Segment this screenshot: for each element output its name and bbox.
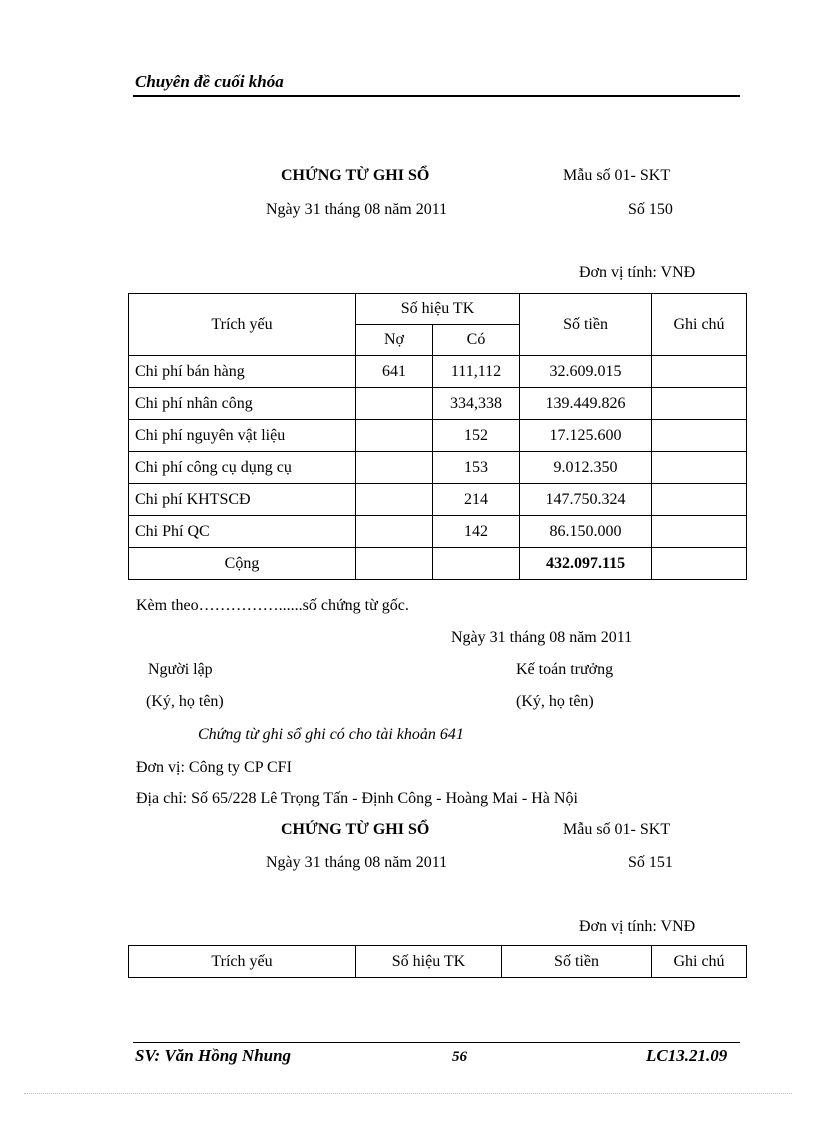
table-header-row xyxy=(129,946,747,978)
sign-date: Ngày 31 tháng 08 năm 2011 xyxy=(451,629,633,646)
col-credit-header: Có xyxy=(433,325,520,356)
total-note-empty xyxy=(652,548,747,580)
voucher2-number: Số 151 xyxy=(628,854,673,871)
footer-student: SV: Văn Hồng Nhung xyxy=(135,1046,292,1065)
table-row xyxy=(129,516,747,548)
page-bottom-divider xyxy=(24,1093,792,1094)
row-amount: 17.125.600 xyxy=(520,420,652,452)
row-summary: Chi phí KHTSCĐ xyxy=(129,484,356,516)
preparer-label: Người lập xyxy=(148,661,213,678)
voucher1-form-no: Mẫu số 01- SKT xyxy=(563,167,671,184)
footer-rule xyxy=(133,1042,740,1043)
row-summary: Chi phí công cụ dụng cụ xyxy=(129,452,356,484)
col-summary-header: Trích yếu xyxy=(129,946,356,978)
row-credit: 142 xyxy=(433,516,520,548)
row-note xyxy=(652,516,747,548)
table-row xyxy=(129,420,747,452)
col-summary-header: Trích yếu xyxy=(129,294,356,356)
row-debit xyxy=(356,420,433,452)
voucher1-title: CHỨNG TỪ GHI SỔ xyxy=(281,167,430,184)
table-header-row xyxy=(129,294,747,325)
total-label: Cộng xyxy=(129,548,356,580)
row-amount: 32.609.015 xyxy=(520,356,652,388)
row-note xyxy=(652,452,747,484)
chief-sign-hint: (Ký, họ tên) xyxy=(516,693,594,710)
company-unit: Đơn vị: Công ty CP CFI xyxy=(136,759,292,776)
page-number: 56 xyxy=(452,1049,467,1065)
row-note xyxy=(652,388,747,420)
col-account-header: Số hiệu TK xyxy=(356,946,502,978)
col-note-header: Ghi chú xyxy=(652,946,747,978)
row-credit: 214 xyxy=(433,484,520,516)
voucher1-date: Ngày 31 tháng 08 năm 2011 xyxy=(266,201,448,218)
row-note xyxy=(652,420,747,452)
total-debit-empty xyxy=(356,548,433,580)
voucher2-table xyxy=(128,945,747,978)
voucher1-number: Số 150 xyxy=(628,201,673,218)
row-debit: 641 xyxy=(356,356,433,388)
row-summary: Chi phí nguyên vật liệu xyxy=(129,420,356,452)
preparer-sign-hint: (Ký, họ tên) xyxy=(146,693,224,710)
table-row xyxy=(129,484,747,516)
total-amount: 432.097.115 xyxy=(520,548,652,580)
row-note xyxy=(652,356,747,388)
running-header-title: Chuyên đề cuối khóa xyxy=(135,72,284,91)
chief-accountant-label: Kế toán trưởng xyxy=(516,661,614,678)
row-debit xyxy=(356,452,433,484)
table-row xyxy=(129,356,747,388)
total-credit-empty xyxy=(433,548,520,580)
row-summary: Chi phí bán hàng xyxy=(129,356,356,388)
col-amount-header: Số tiền xyxy=(520,294,652,356)
row-credit: 153 xyxy=(433,452,520,484)
row-credit: 334,338 xyxy=(433,388,520,420)
table-total-row xyxy=(129,548,747,580)
row-credit: 111,112 xyxy=(433,356,520,388)
voucher-caption: Chứng từ ghi sổ ghi có cho tài khoản 641 xyxy=(198,726,464,743)
col-note-header: Ghi chú xyxy=(652,294,747,356)
table-row xyxy=(129,452,747,484)
row-debit xyxy=(356,516,433,548)
attachment-line: Kèm theo……………......số chứng từ gốc. xyxy=(136,597,409,614)
col-debit-header: Nợ xyxy=(356,325,433,356)
col-amount-header: Số tiền xyxy=(502,946,652,978)
row-amount: 86.150.000 xyxy=(520,516,652,548)
row-summary: Chi Phí QC xyxy=(129,516,356,548)
voucher1-unit: Đơn vị tính: VNĐ xyxy=(579,264,696,281)
header-rule xyxy=(133,95,740,97)
voucher2-title: CHỨNG TỪ GHI SỔ xyxy=(281,821,430,838)
col-account-header: Số hiệu TK xyxy=(356,294,520,325)
voucher2-unit: Đơn vị tính: VNĐ xyxy=(579,918,696,935)
row-credit: 152 xyxy=(433,420,520,452)
row-debit xyxy=(356,484,433,516)
company-address: Địa chỉ: Số 65/228 Lê Trọng Tấn - Định Công - Hoàng Mai - Hà Nội xyxy=(136,790,578,807)
table-row xyxy=(129,388,747,420)
voucher2-form-no: Mẫu số 01- SKT xyxy=(563,821,671,838)
voucher2-date: Ngày 31 tháng 08 năm 2011 xyxy=(266,854,448,871)
voucher1-table xyxy=(128,293,747,580)
footer-class-code: LC13.21.09 xyxy=(646,1046,728,1065)
row-note xyxy=(652,484,747,516)
row-debit xyxy=(356,388,433,420)
row-amount: 9.012.350 xyxy=(520,452,652,484)
row-amount: 139.449.826 xyxy=(520,388,652,420)
row-amount: 147.750.324 xyxy=(520,484,652,516)
row-summary: Chi phí nhân công xyxy=(129,388,356,420)
